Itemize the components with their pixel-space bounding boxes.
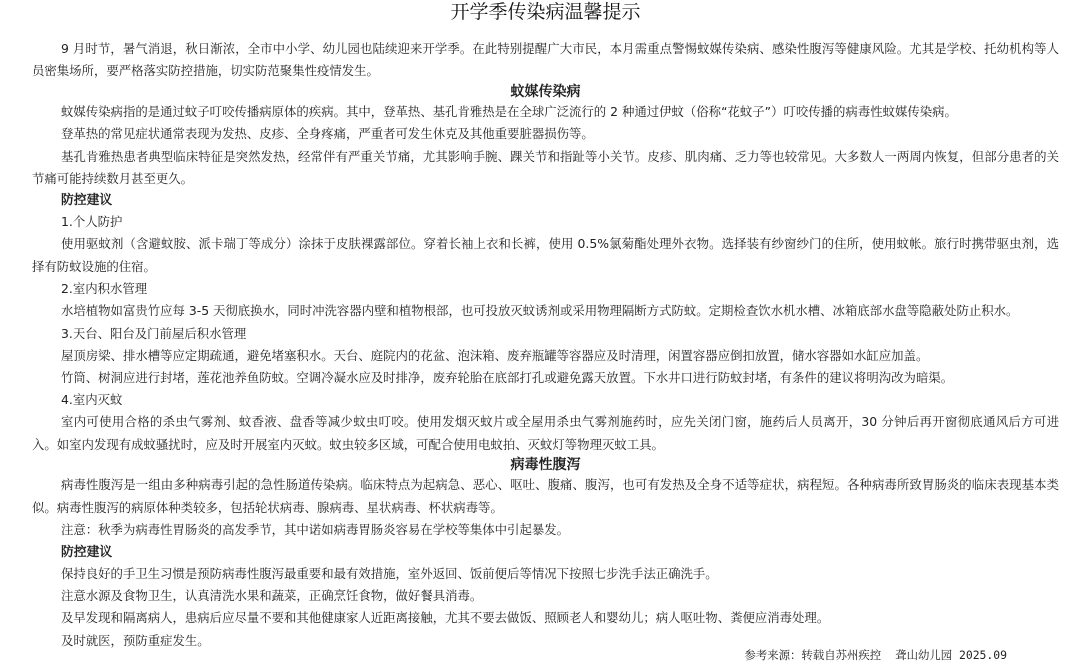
diarrhea-note: 注意：秋季为病毒性胃肠炎的高发季节，其中诺如病毒胃肠炎容易在学校等集体中引起暴发。 bbox=[61, 522, 570, 538]
prevention-item-text: 竹筒、树洞应进行封堵，莲花池养鱼防蚊。空调冷凝水应及时排净，废弃轮胎在底部打孔或避免露天放置。下水井口进行防蚊封堵，有条件的建议将明沟改为暗渠。 bbox=[61, 370, 954, 386]
prevention-item-text: 屋顶房梁、排水槽等应定期疏通，避免堵塞积水。天台、庭院内的花盆、泡沫箱、废弃瓶罐等容器应及时清理，闲置容器应倒扣放置，储水容器如水缸应加盖。 bbox=[61, 347, 929, 363]
diarrhea-tip: 及早发现和隔离病人，患病后应尽量不要和其他健康家人近距离接触，尤其不要去做饭、照顾老人和婴幼儿；病人呕吐物、粪便应消毒处理。 bbox=[61, 610, 830, 626]
diarrhea-prevention-heading: 防控建议 bbox=[61, 544, 113, 560]
prevention-item-label: 1.个人防护 bbox=[61, 214, 123, 230]
diarrhea-paragraph-1: 病毒性腹泻是一组由多种病毒引起的急性肠道传染病。临床特点为起病急、恶心、呕吐、腹痛、腹泻，也可有发热及全身不适等症状，病程短。各种病毒所致胃肠炎的临床表现基本类似。病毒性腹泻的病原体种类较多，包括轮状病毒、腺病毒、星状病毒、杯状病毒等。 bbox=[32, 477, 1059, 515]
source-credit: 参考来源：转载自苏州疾控 bbox=[744, 648, 882, 662]
prevention-item-label: 3.天台、阳台及门前屋后积水管理 bbox=[61, 325, 247, 341]
prevention-item-text: 水培植物如富贵竹应每 3-5 天彻底换水，同时冲洗容器内壁和植物根部，也可投放灭蚊诱剂或采用物理隔断方式防蚊。定期检查饮水机水槽、冰箱底部水盘等隐蔽处防止积水。 bbox=[61, 303, 1019, 319]
prevention-item-label: 4.室内灭蚊 bbox=[61, 392, 123, 408]
diarrhea-tip: 注意水源及食物卫生，认真清洗水果和蔬菜，正确烹饪食物，做好餐具消毒。 bbox=[61, 587, 483, 603]
notice-body bbox=[32, 38, 1059, 652]
mosquito-prevention-heading: 防控建议 bbox=[61, 193, 113, 209]
prevention-item-text: 室内可使用合格的杀虫气雾剂、蚊香液、盘香等减少蚊虫叮咬。使用发烟灭蚊片或全屋用杀虫气雾剂施药时，应先关闭门窗，施药后人员离开，30 分钟后再开窗彻底通风后方可进入。如室内发现有成蚊骚扰时，应及时开展室内灭蚊。蚊虫较多区域，可配合使用电蚊拍、灭蚊灯等物理灭蚊工具。 bbox=[32, 414, 1059, 452]
org-date: 聋山幼儿园 2025.09 bbox=[895, 648, 1007, 662]
mosquito-section-heading: 蚊媒传染病 bbox=[510, 83, 581, 100]
intro-paragraph: 9 月时节，暑气消退，秋日渐浓，全市中小学、幼儿园也陆续迎来开学季。在此特别提醒广大市民，本月需重点警惕蚊媒传染病、感染性腹泻等健康风险。尤其是学校、托幼机构等人员密集场所，要严格落实防控措施，切实防范聚集性疫情发生。 bbox=[32, 41, 1059, 79]
prevention-item-text: 使用驱蚊剂（含避蚊胺、派卡瑞丁等成分）涂抹于皮肤裸露部位。穿着长袖上衣和长裤，使用 0.5%氯菊酯处理外衣物。选择装有纱窗纱门的住所，使用蚊帐。旅行时携带驱虫剂，选择有防蚊设施的住宿。 bbox=[32, 236, 1059, 274]
diarrhea-section-heading: 病毒性腹泻 bbox=[510, 457, 581, 474]
page-title: 开学季传染病温馨提示 bbox=[450, 1, 641, 23]
mosquito-paragraph-3: 基孔肯雅热患者典型临床特征是突然发热，经常伴有严重关节痛，尤其影响手腕、踝关节和指趾等小关节。皮疹、肌肉痛、乏力等也较常见。大多数人一两周内恢复，但部分患者的关节痛可能持续数月甚至更久。 bbox=[32, 148, 1059, 187]
prevention-item-label: 2.室内积水管理 bbox=[61, 281, 148, 297]
diarrhea-tip: 保持良好的手卫生习惯是预防病毒性腹泻最重要和最有效措施，室外返回、饭前便后等情况下按照七步洗手法正确洗手。 bbox=[61, 565, 718, 581]
diarrhea-tip: 及时就医，预防重症发生。 bbox=[61, 632, 210, 648]
mosquito-paragraph-1: 蚊媒传染病指的是通过蚊子叮咬传播病原体的疾病。其中，登革热、基孔肯雅热是在全球广泛流行的 2 种通过伊蚊（俗称“花蚊子”）叮咬传播的病毒性蚊媒传染病。 bbox=[61, 103, 957, 119]
page-footer bbox=[730, 648, 1007, 662]
mosquito-paragraph-2: 登革热的常见症状通常表现为发热、皮疹、全身疼痛，严重者可发生休克及其他重要脏器损伤等。 bbox=[61, 126, 594, 142]
